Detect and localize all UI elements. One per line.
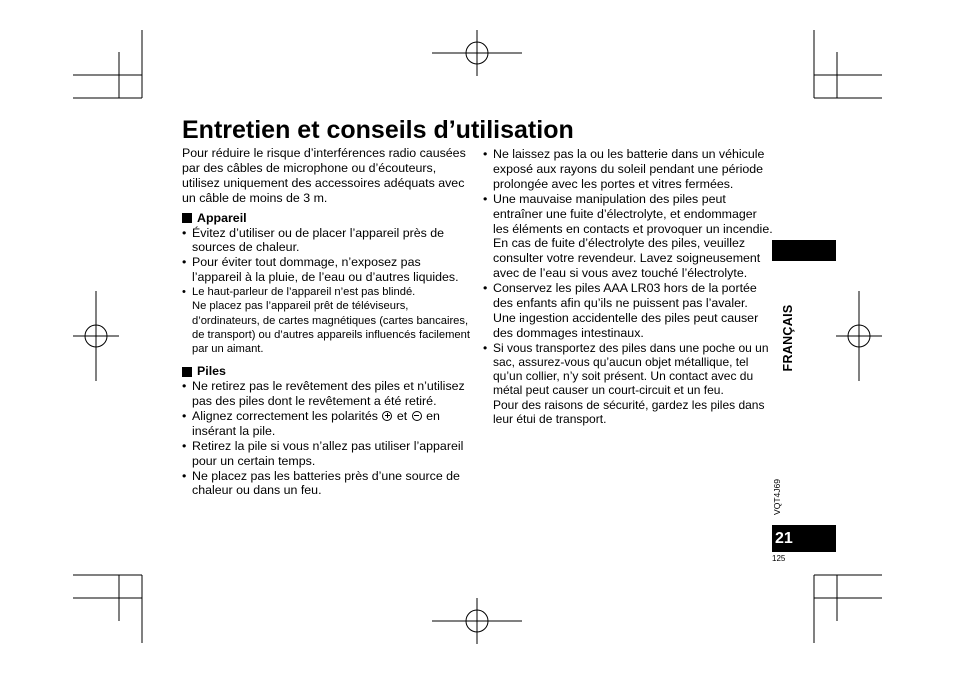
document-code: VQT4J69 (772, 479, 782, 515)
list-item: • Évitez d’utiliser ou de placer l’appareil près de sources de chaleur. (182, 226, 472, 256)
language-tab-bar (772, 240, 836, 261)
language-label: FRANÇAIS (781, 304, 795, 372)
page-number: 21 (772, 525, 836, 552)
minus-circle-icon (412, 411, 422, 421)
piles-list (182, 379, 472, 498)
sheet-number: 125 (772, 554, 786, 563)
list-item: • Retirez la pile si vous n’allez pas utiliser l’appareil pour un certain temps. (182, 439, 472, 469)
polarity-text-c: en insérant la pile. (192, 408, 440, 438)
list-item (182, 285, 472, 356)
list-item-note: Une ingestion accidentelle des piles peut causer des dommages intestinaux. (493, 310, 759, 340)
list-item: • Une mauvaise manipulation des piles peut entraîner une fuite d’électrolyte, et endommager les éléments en contacts et provoquer un incendie. En cas de fuite d’électrolyte des piles, veuillez consulter votre revendeur. Lavez soigneusement avec de l’eau si vous avez touché l’électrolyte. (483, 192, 773, 281)
list-item-text: • Si vous transportez des piles dans une poche ou un sac, assurez-vous qu’aucun objet métallique, tel qu’un collier, n’y soit présent. Un contact avec du métal peut causer un court-circuit et un feu. (493, 340, 769, 398)
piles-list-continued (483, 147, 773, 426)
intro-paragraph: Pour réduire le risque d’interférences radio causées par des câbles de microphone ou d’écouteurs, utilisez uniquement des accessoires adéquats avec un câble de moins de 3 m. (182, 146, 466, 205)
list-item-text: • Conservez les piles AAA LR03 hors de la portée des enfants afin qu’ils ne puissent pas l’avaler. (493, 281, 757, 311)
polarity-text-b: et (396, 408, 408, 423)
registration-mark-top (432, 30, 522, 76)
right-column (483, 147, 773, 426)
list-item: • Ne laissez pas la ou les batterie dans un véhicule exposé aux rayons du soleil pendant une période prolongée avec les portes et vitres fermées. (483, 147, 773, 192)
section-heading-piles (182, 364, 472, 379)
list-item-note: Pour des raisons de sécurité, gardez les piles dans leur étui de transport. (493, 397, 765, 426)
list-item (483, 281, 773, 341)
left-column (182, 146, 472, 498)
speaker-item-note: Ne placez pas l’appareil prêt de téléviseurs, d’ordinateurs, de cartes magnétiques (cartes bancaires, de transport) ou d’autres appareils influencés facilement par un aimant. (192, 300, 470, 355)
list-item: • Ne placez pas les batteries près d’une source de chaleur ou dans un feu. (182, 469, 472, 499)
list-item: • Pour éviter tout dommage, n’exposez pas l’appareil à la pluie, de l’eau ou d’autres liquides. (182, 255, 472, 285)
speaker-item-text: • Le haut-parleur de l’appareil n’est pas blindé. (192, 286, 416, 299)
polarity-text-a: Alignez correctement les polarités (192, 408, 378, 423)
square-bullet-icon (182, 213, 192, 223)
appareil-list (182, 226, 472, 357)
section-heading-label: Appareil (197, 210, 247, 225)
section-heading-label: Piles (197, 364, 226, 379)
list-item (182, 409, 472, 439)
registration-mark-left (73, 291, 119, 381)
registration-mark-bottom (432, 598, 522, 644)
registration-mark-right (836, 291, 882, 381)
page-title: Entretien et conseils d’utilisation (182, 116, 574, 144)
list-item: • Ne retirez pas le revêtement des piles et n’utilisez pas des piles dont le revêtement a été retiré. (182, 379, 472, 409)
square-bullet-icon (182, 367, 192, 377)
plus-circle-icon (382, 411, 392, 421)
section-heading-appareil (182, 211, 472, 226)
list-item (483, 341, 773, 426)
